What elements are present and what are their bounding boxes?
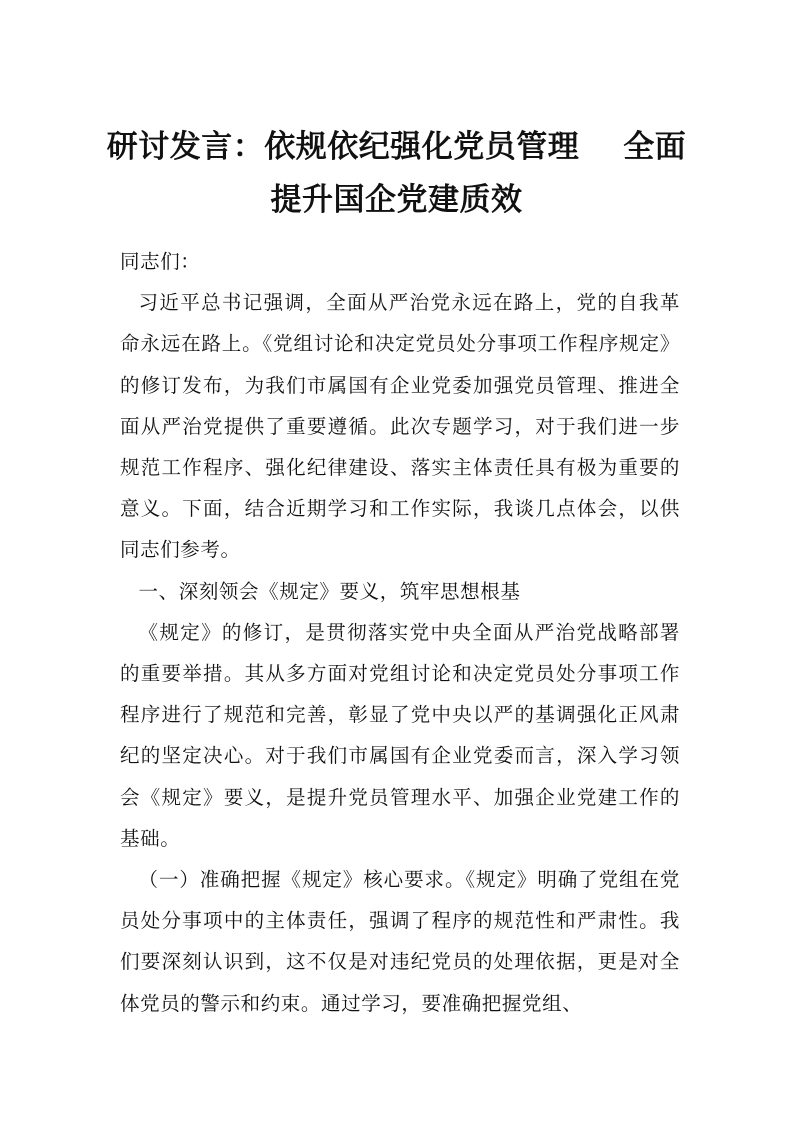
title-line-1 (100, 121, 693, 174)
title-line-1-part-2: 全面 (623, 129, 687, 165)
paragraph-section-1: 《规定》的修订，是贯彻落实党中央全面从严治党战略部署的重要举措。其从多方面对党组讨论和决定党员处分事项工作程序进行了规范和完善，彰显了党中央以严的基调强化正风肃纪的坚定决心。对于我们市属国有企业党委而言，深入学习领会《规定》要义，是提升党员管理水平、加强企业党建工作的基础。 (120, 620, 680, 850)
salutation: 同志们： (120, 250, 201, 273)
paragraph-subsection-1: （一）准确把握《规定》核心要求。《规定》明确了党组在党员处分事项中的主体责任，强调了程序的规范性和严肃性。我们要深刻认识到，这不仅是对违纪党员的处理依据，更是对全体党员的警示和约束。通过学习，要准确把握党组、 (120, 868, 680, 1015)
paragraph-intro: 习近平总书记强调，全面从严治党永远在路上，党的自我革命永远在路上。《党组讨论和决定党员处分事项工作程序规定》的修订发布，为我们市属国有企业党委加强党员管理、推进全面从严治党提供了重要遵循。此次专题学习，对于我们进一步规范工作程序、强化纪律建设、落实主体责任具有极为重要的意义。下面，结合近期学习和工作实际，我谈几点体会，以供同志们参考。 (120, 291, 680, 562)
document-title (100, 121, 693, 227)
title-line-2: 提升国企党建质效 (270, 182, 523, 218)
title-line-1-part-1: 研讨发言：依规依纪强化党员管理 (106, 129, 580, 165)
section-heading-1: 一、深刻领会《规定》要义，筑牢思想根基 (138, 579, 521, 603)
document-body (120, 241, 680, 1024)
